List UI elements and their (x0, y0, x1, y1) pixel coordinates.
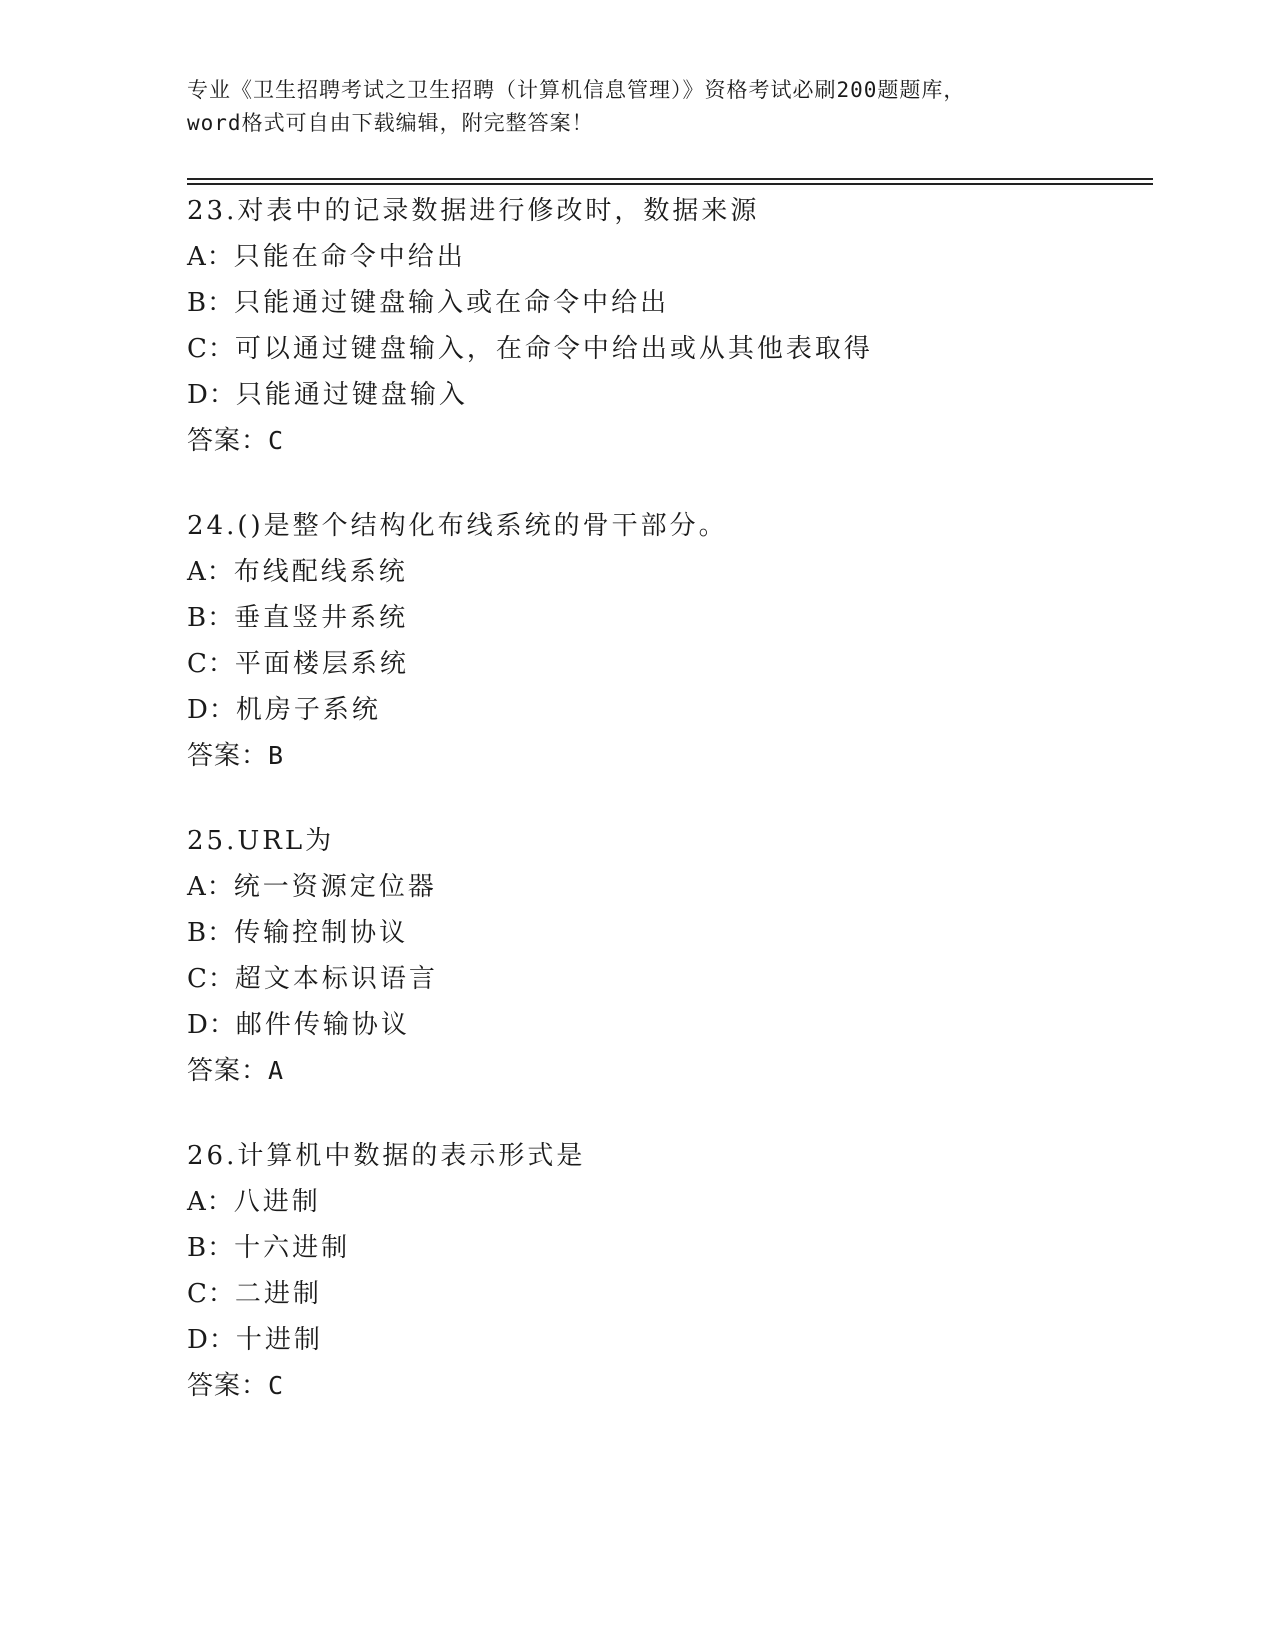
question-26 (187, 1133, 1147, 1409)
answer-value: A (268, 1056, 285, 1085)
answer-value: C (268, 426, 285, 455)
option-c (187, 1271, 1147, 1317)
option-d (187, 372, 1147, 418)
option-prefix: D： (187, 380, 236, 410)
option-b (187, 910, 1147, 956)
option-prefix: B： (187, 918, 235, 948)
answer-label: 答案： (187, 741, 269, 771)
option-b (187, 1225, 1147, 1271)
answer-label: 答案： (187, 1371, 269, 1401)
document-header (187, 74, 1067, 140)
question-stem: 24.()是整个结构化布线系统的骨干部分。 (187, 511, 728, 541)
option-prefix: C： (187, 649, 235, 679)
option-text: 超文本标识语言 (234, 964, 438, 994)
option-text: 只能通过键盘输入或在命令中给出 (234, 288, 670, 318)
option-a (187, 234, 1147, 280)
option-prefix: C： (187, 964, 235, 994)
option-prefix: B： (187, 288, 235, 318)
option-text: 垂直竖井系统 (234, 603, 409, 633)
header-divider-bottom (187, 183, 1153, 185)
option-prefix: B： (187, 603, 235, 633)
answer-label: 答案： (187, 426, 269, 456)
option-text: 邮件传输协议 (235, 1010, 410, 1040)
question-23 (187, 188, 1147, 464)
option-a (187, 864, 1147, 910)
option-prefix: B： (187, 1233, 235, 1263)
option-prefix: D： (187, 695, 236, 725)
option-text: 机房子系统 (235, 695, 381, 725)
option-d (187, 1317, 1147, 1363)
option-text: 十六进制 (234, 1233, 351, 1263)
option-text: 十进制 (235, 1325, 323, 1355)
answer-line (187, 1048, 1147, 1094)
option-text: 平面楼层系统 (234, 649, 409, 679)
option-text: 二进制 (234, 1279, 322, 1309)
option-text: 统一资源定位器 (233, 872, 437, 902)
answer-line (187, 733, 1147, 779)
answer-label: 答案： (187, 1056, 269, 1086)
option-c (187, 956, 1147, 1002)
option-prefix: C： (187, 334, 235, 364)
option-text: 只能通过键盘输入 (235, 380, 468, 410)
option-prefix: A： (187, 872, 234, 902)
option-b (187, 595, 1147, 641)
answer-line (187, 418, 1147, 464)
question-stem: 26.计算机中数据的表示形式是 (187, 1141, 586, 1171)
option-prefix: A： (187, 242, 234, 272)
header-title-line: 专业《卫生招聘考试之卫生招聘（计算机信息管理）》资格考试必刷200题题库， (187, 78, 966, 102)
question-list (187, 188, 1147, 1448)
option-text: 只能在命令中给出 (233, 242, 466, 272)
question-stem: 23.对表中的记录数据进行修改时，数据来源 (187, 196, 760, 226)
option-prefix: D： (187, 1010, 236, 1040)
option-a (187, 1179, 1147, 1225)
answer-value: C (268, 1371, 285, 1400)
option-prefix: C： (187, 1279, 235, 1309)
option-d (187, 1002, 1147, 1048)
question-stem: 25.URL为 (187, 826, 335, 856)
option-text: 可以通过键盘输入，在命令中给出或从其他表取得 (234, 334, 873, 364)
option-c (187, 641, 1147, 687)
option-text: 传输控制协议 (234, 918, 409, 948)
answer-line (187, 1363, 1147, 1409)
header-subtitle-line: word格式可自由下载编辑，附完整答案！ (187, 111, 594, 135)
option-prefix: A： (187, 1187, 234, 1217)
option-prefix: D： (187, 1325, 236, 1355)
option-b (187, 280, 1147, 326)
option-text: 布线配线系统 (233, 557, 408, 587)
option-d (187, 687, 1147, 733)
question-24 (187, 503, 1147, 779)
option-text: 八进制 (233, 1187, 321, 1217)
answer-value: B (268, 741, 285, 770)
header-divider-top (187, 178, 1153, 180)
question-25 (187, 818, 1147, 1094)
option-c (187, 326, 1147, 372)
option-a (187, 549, 1147, 595)
option-prefix: A： (187, 557, 234, 587)
